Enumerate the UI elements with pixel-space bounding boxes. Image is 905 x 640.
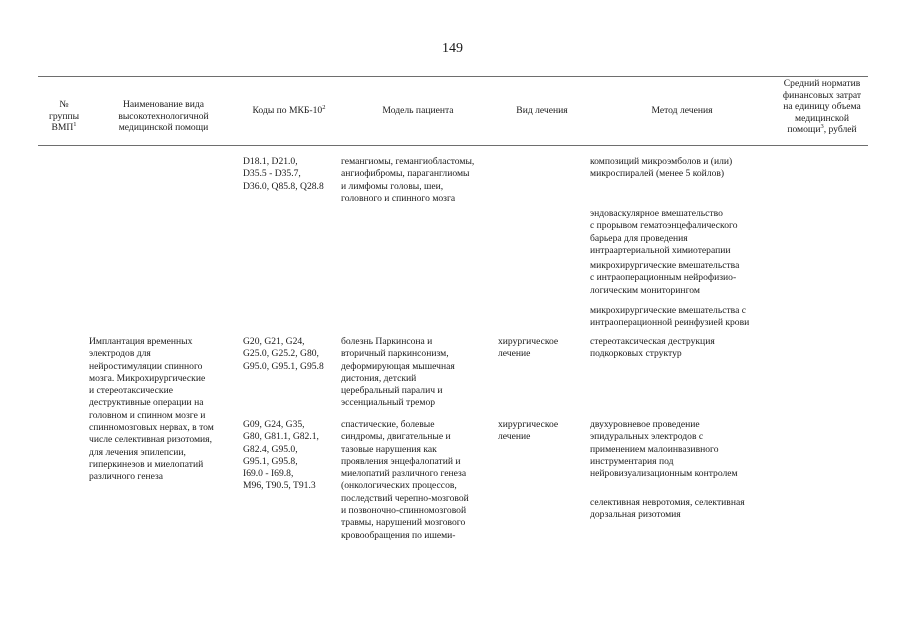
row2-method-1: стереотаксическая деструкция подкорковых структур <box>590 336 715 360</box>
header-top-rule <box>38 76 868 77</box>
page-number: 149 <box>442 41 463 56</box>
row1-method-1: композиций микроэмболов и (или) микроспиралей (менее 5 койлов) <box>590 156 733 180</box>
row1-method-2: эндоваскулярное вмешательство с прорывом гематоэнцефалического барьера для проведения интраартериальной химиотерапии <box>590 208 738 256</box>
row1-patient-model: гемангиомы, гемангиобластомы, ангиофибромы, параганглиомы и лимфомы головы, шеи, головного и спинного мозга <box>341 156 475 204</box>
row3-icd-codes: G09, G24, G35, G80, G81.1, G82.1, G82.4, G95.0, G95.1, G95.8, I69.0 - I69.8, M96, T90.5, T91.3 <box>243 419 319 492</box>
row3-treatment-type: хирургическое лечение <box>498 419 559 443</box>
header-bottom-rule <box>38 145 868 146</box>
row2-patient-model: болезнь Паркинсона и вторичный паркинсонизм, деформирующая мышечная дистония, детский церебральный паралич и эссенциальный тремор <box>341 336 455 409</box>
row3-method-2: селективная невротомия, селективная дорзальная ризотомия <box>590 497 745 521</box>
row1-method-4: микрохирургические вмешательства с интраоперационной реинфузией крови <box>590 305 750 329</box>
row2-care-type-name: Имплантация временных электродов для нейростимуляции спинного мозга. Микрохирургические и стереотаксические деструктивные операции на головном и спинном мозге и спинномозговых нервах, в том числе селективная ризотомия, для лечения эпилепсии, гиперкинезов и миелопатий различного генеза <box>89 336 214 483</box>
header-patient-model: Модель пациента <box>382 105 454 116</box>
header-group-number: № группы ВМП$^1$ <box>48 99 80 133</box>
header-icd-codes: Коды по МКБ-$10^2$ <box>252 103 326 116</box>
row1-icd-codes: D18.1, D21.0, D35.5 - D35.7, D36.0, Q85.8, Q28.8 <box>243 156 324 192</box>
header-care-type-name: Наименование вида высокотехнологичной медицинской помощи <box>118 99 209 133</box>
row3-patient-model: спастические, болевые синдромы, двигательные и тазовые нарушения как проявления энцефалопатий и миелопатий различного генеза (онкологических процессов, последствий черепно-мозговой и позвоночно-спинномозговой травмы, нарушений мозгового кровообращения по ишеми- <box>341 419 469 541</box>
row1-method-3: микрохирургические вмешательства с интраоперационным нейрофизио- логическим мониторингом <box>590 260 740 296</box>
header-treatment-method: Метод лечения <box>651 105 713 116</box>
row2-icd-codes: G20, G21, G24, G25.0, G25.2, G80, G95.0, G95.1, G95.8 <box>243 336 324 372</box>
row3-method-1: двухуровневое проведение эпидуральных электродов с применением малоинвазивного инструментария под нейровизуализационным контролем <box>590 419 738 480</box>
header-average-cost: Средний норматив финансовых затрат на единицу объема медицинской помощи$^3$, рублей <box>782 78 862 135</box>
header-treatment-type: Вид лечения <box>516 105 568 116</box>
row2-treatment-type: хирургическое лечение <box>498 336 559 360</box>
